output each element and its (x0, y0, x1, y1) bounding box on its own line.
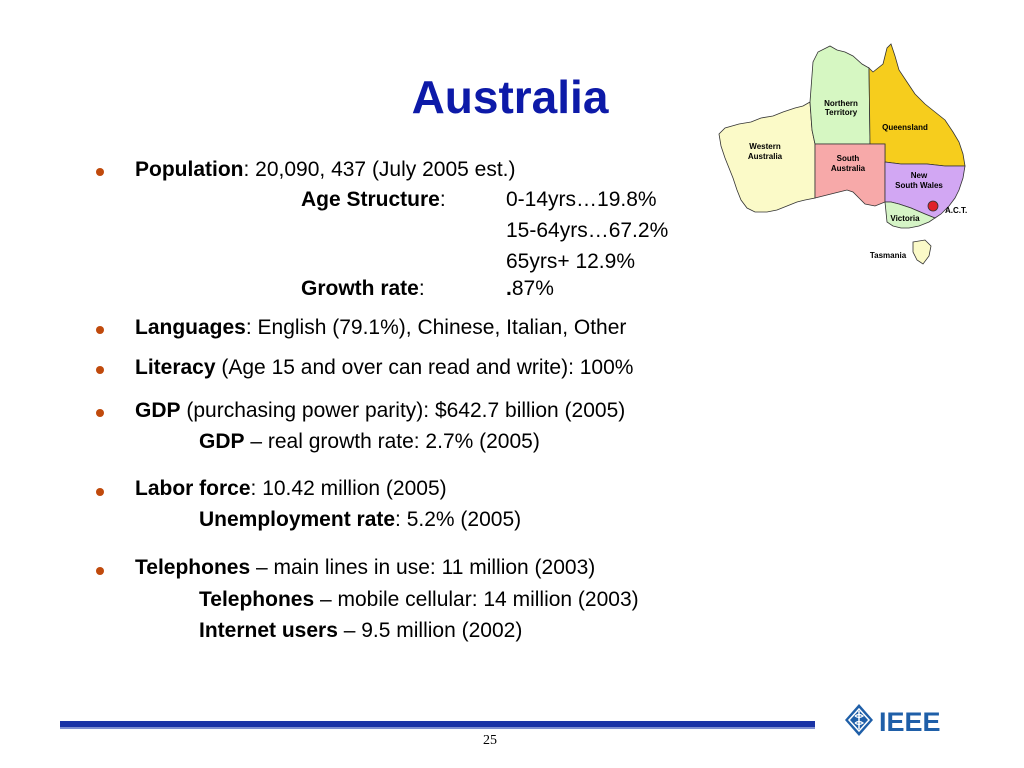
page-number: 25 (483, 733, 497, 748)
footer-rule-shadow (60, 727, 815, 729)
label-new-south-wales-1: New (910, 171, 928, 180)
mobile-line (199, 588, 639, 612)
population-label: Population (135, 158, 244, 181)
label-western-australia-1: Western (749, 142, 781, 151)
gdp-growth-value: – real growth rate: 2.7% (2005) (244, 430, 540, 453)
ieee-logo-text: IEEE (879, 707, 941, 737)
unemployment-label: Unemployment rate (199, 508, 396, 531)
telephones-value: – main lines in use: 11 million (2003) (250, 556, 596, 579)
ieee-diamond-icon (845, 704, 873, 736)
australia-map (715, 42, 980, 272)
ieee-logo (843, 700, 963, 744)
age-15-64: 15-64yrs…67.2% (506, 219, 669, 242)
mobile-value: – mobile cellular: 14 million (2003) (314, 588, 639, 611)
labor-value: : 10.42 million (2005) (250, 477, 447, 500)
tasmania-region (913, 240, 931, 264)
label-victoria: Victoria (890, 214, 920, 223)
unemployment-line (199, 508, 521, 532)
literacy-line (135, 356, 633, 380)
bullet-literacy (96, 366, 104, 374)
population-line (135, 158, 516, 182)
labor-label: Labor force (135, 477, 251, 500)
gdp-line (135, 399, 625, 423)
languages-value: : English (79.1%), Chinese, Italian, Other (245, 316, 627, 339)
label-queensland: Queensland (882, 123, 928, 132)
gdp-growth-line (199, 430, 540, 454)
gdp-growth-label: GDP (199, 430, 245, 453)
bullet-telephones (96, 567, 104, 575)
bullet-labor (96, 488, 104, 496)
label-south-australia-1: South (836, 154, 860, 163)
growth-rate-label-line (301, 277, 425, 301)
bullet-population (96, 168, 104, 176)
age-65-plus: 65yrs+ 12.9% (506, 250, 635, 273)
languages-line (135, 316, 626, 340)
labor-line (135, 477, 447, 501)
gdp-value: (purchasing power parity): $642.7 billion (2005) (180, 399, 626, 422)
bullet-languages (96, 326, 104, 334)
growth-rate-label: Growth rate (301, 277, 419, 300)
label-northern-territory-1: Northern (824, 99, 858, 108)
population-value: : 20,090, 437 (July 2005 est.) (243, 158, 516, 181)
languages-label: Languages (135, 316, 246, 339)
label-act: A.C.T. (945, 206, 968, 215)
age-0-14: 0-14yrs…19.8% (506, 188, 657, 211)
growth-rate-value: 87% (511, 277, 554, 300)
internet-label: Internet users (199, 619, 338, 642)
literacy-label: Literacy (135, 356, 216, 379)
growth-rate-value-line (506, 277, 554, 301)
act-marker (928, 201, 938, 211)
growth-rate-colon: : (418, 277, 425, 300)
bullet-gdp (96, 409, 104, 417)
literacy-value: (Age 15 and over can read and write): 100% (215, 356, 634, 379)
age-structure-colon: : (439, 188, 446, 211)
label-new-south-wales-2: South Wales (895, 181, 943, 190)
growth-rate-dot: . (506, 277, 512, 300)
label-tasmania: Tasmania (869, 251, 907, 260)
label-northern-territory-2: Territory (824, 108, 858, 117)
mobile-label: Telephones (199, 588, 315, 611)
gdp-label: GDP (135, 399, 181, 422)
telephones-label: Telephones (135, 556, 251, 579)
unemployment-value: : 5.2% (2005) (395, 508, 522, 531)
age-structure-label-line (301, 188, 446, 212)
slide-title: Australia (411, 71, 609, 123)
age-structure-label: Age Structure (301, 188, 440, 211)
label-western-australia-2: Australia (747, 152, 783, 161)
internet-value: – 9.5 million (2002) (337, 619, 523, 642)
internet-line (199, 619, 522, 643)
telephones-line (135, 556, 595, 580)
label-south-australia-2: Australia (830, 164, 866, 173)
northern-territory-region (810, 46, 870, 144)
